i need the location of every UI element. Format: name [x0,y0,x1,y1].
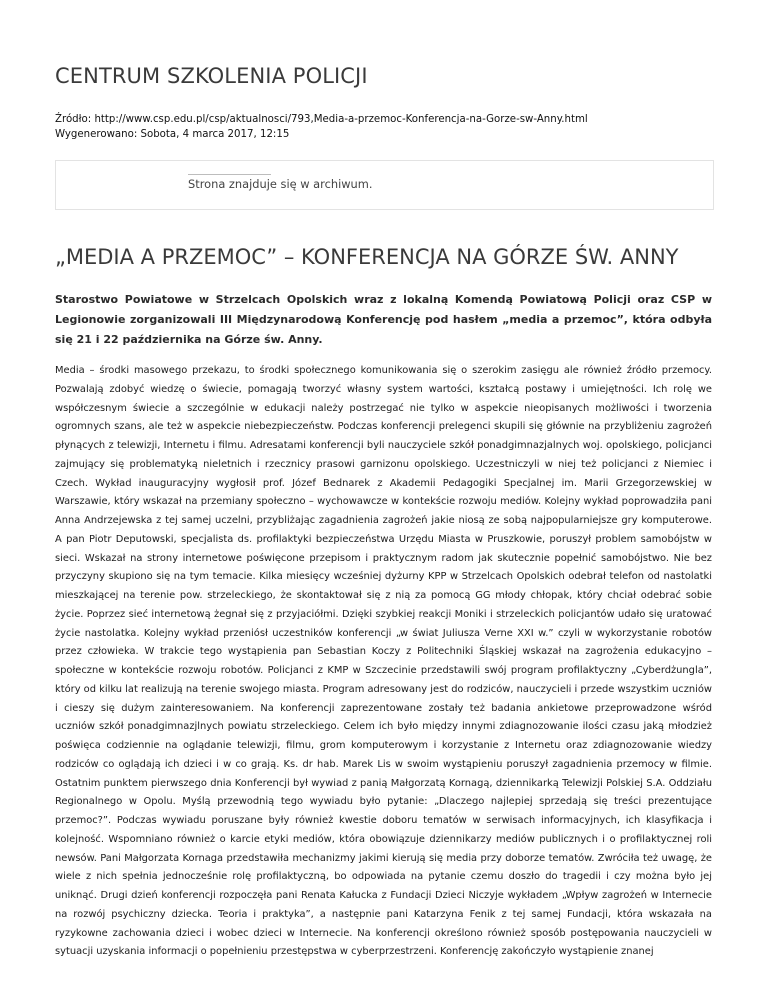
archive-divider [188,174,271,175]
generated-date: Wygenerowano: Sobota, 4 marca 2017, 12:15 [55,129,290,140]
document-meta [55,112,588,142]
archive-notice-box [55,160,714,210]
archive-notice: Strona znajduje się w archiwum. [188,177,373,191]
site-title: CENTRUM SZKOLENIA POLICJI [55,64,368,88]
article-body: Media – środki masowego przekazu, to środki społecznego komunikowania się o szerokim zasięgu ale również źródło przemocy. Pozwalają zdobyć wiedzę o świecie, pomagają tworzyć własny system wartości, kształcą postawy i umiejętności. Ich rolę we współczesnym świecie a szczególnie w edukacji należy postrzegać nie tylko w aspekcie nieopisanych możliwości i tworzenia ogromnych szans, ale też w aspekcie niebezpieczeństw. Podczas konferencji prelegenci skupili się głównie na przybliżeniu zagrożeń płynących z telewizji, Internetu i filmu. Adresatami konferencji byli nauczyciele szkół ponadgimnazjalnych woj. opolskiego, policjanci zajmujący się problematyką nieletnich i rzecznicy prasowi garnizonu opolskiego. Uczestniczyli w niej też policjanci z Niemiec i Czech. Wykład inauguracyjny wygłosił prof. Józef Bednarek z Akademii Pedagogiki Specjalnej im. Marii Grzegorzewskiej w Warszawie, który wskazał na przemiany społeczno – wychowawcze w kontekście rozwoju mediów. Kolejny wykład poprowadziła pani Anna Andrzejewska z tej samej uczelni, przybliżając zagadnienia zagrożeń jakie niosą ze sobą najpopularniejsze gry komputerowe. A pan Piotr Deputowski, specjalista ds. profilaktyki bezpieczeństwa Urzędu Miasta w Pruszkowie, poruszył problem samobójstw w sieci. Wskazał na strony internetowe poświęcone przepisom i praktycznym radom jak skutecznie popełnić samobójstwo. Nie bez przyczyny skupiono się na tym temacie. Kilka miesięcy wcześniej dyżurny KPP w Strzelcach Opolskich odebrał telefon od nastolatki mieszkającej na terenie pow. strzeleckiego, że skontaktował się z nią za pomocą GG młody chłopak, który chciał odebrać sobie życie. Poprzez sieć internetową żegnał się z przyjaciółmi. Dzięki szybkiej reakcji Moniki i strzeleckich policjantów udało się uratować życie nastolatka. Kolejny wykład przeniósł uczestników konferencji „w świat Juliusza Verne XXI w.” czyli w wykorzystanie robotów przez człowieka. W trakcie tego wystąpienia pan Sebastian Koczy z Politechniki Śląskiej wskazał na zagrożenia edukacyjno – społeczne w kontekście rozwoju robotów. Policjanci z KMP w Szczecinie przedstawili swój program profilaktyczny „Cyberdżungla”, który od kilku lat realizują na terenie swojego miasta. Program adresowany jest do rodziców, nauczycieli i przede wszystkim uczniów i cieszy się dużym zainteresowaniem. Na konferencji zaprezentowane zostały też badania ankietowe przeprowadzone wśród uczniów szkół ponadgimnazjlnych powiatu strzeleckiego. Celem ich było między innymi zdiagnozowanie ilości czasu jaką młodzież poświęca codziennie na oglądanie telewizji, filmu, grom komputerowym i korzystanie z Internetu oraz zdiagnozowanie wiedzy rodziców co oglądają ich dzieci i w co grają. Ks. dr hab. Marek Lis w swoim wystąpieniu poruszył zagadnienia przemocy w filmie. Ostatnim punktem pierwszego dnia Konferencji był wywiad z panią Małgorzatą Kornagą, dziennikarką Telewizji Polskiej S.A. Oddziału Regionalnego w Opolu. Myślą przewodnią tego wywiadu było pytanie: „Dlaczego najlepiej sprzedają się treści prezentujące przemoc?”. Podczas wywiadu poruszane były również kwestie doboru tematów w serwisach informacyjnych, ich klasyfikacja i kolejność. Wspomniano również o karcie etyki mediów, która obowiązuje dziennikarzy mediów publicznych i o profilaktycznej roli newsów. Pani Małgorzata Kornaga przedstawiła mechanizmy jakimi kierują się media przy doborze tematów. Zwróciła też uwagę, że wiele z nich spełnia jednocześnie rolę profilaktyczną, bo odpowiada na pytanie czemu doszło do tragedii i czy można było jej uniknąć. Drugi dzień konferencji rozpoczęła pani Renata Kałucka z Fundacji Dzieci Niczyje wykładem „Wpływ zagrożeń w Internecie na rozwój psychiczny dziecka. Teoria i praktyka”, a następnie pani Katarzyna Fenik z tej samej Fundacji, która wskazała na ryzykowne zachowania dzieci i wobec dzieci w Internecie. Na konferencji określono również sposób postępowania nauczycieli w sytuacji uzyskania informacji o popełnieniu przestępstwa w cyberprzestrzeni. Konferencję zakończyło wystąpienie znanej [55,365,712,958]
article-lead: Starostwo Powiatowe w Strzelcach Opolskich wraz z lokalną Komendą Powiatową Policji oraz CSP w Legionowie zorganizowali III Międzynarodową Konferencję pod hasłem „media a przemoc”, która odbyła się 21 i 22 października na Górze św. Anny. [55,293,712,346]
article-title: „MEDIA A PRZEMOC” – KONFERENCJA NA GÓRZE ŚW. ANNY [55,245,679,269]
source-url: Źródło: http://www.csp.edu.pl/csp/aktualnosci/793,Media-a-przemoc-Konferencja-na-Gorze-sw-Anny.html [55,114,588,125]
